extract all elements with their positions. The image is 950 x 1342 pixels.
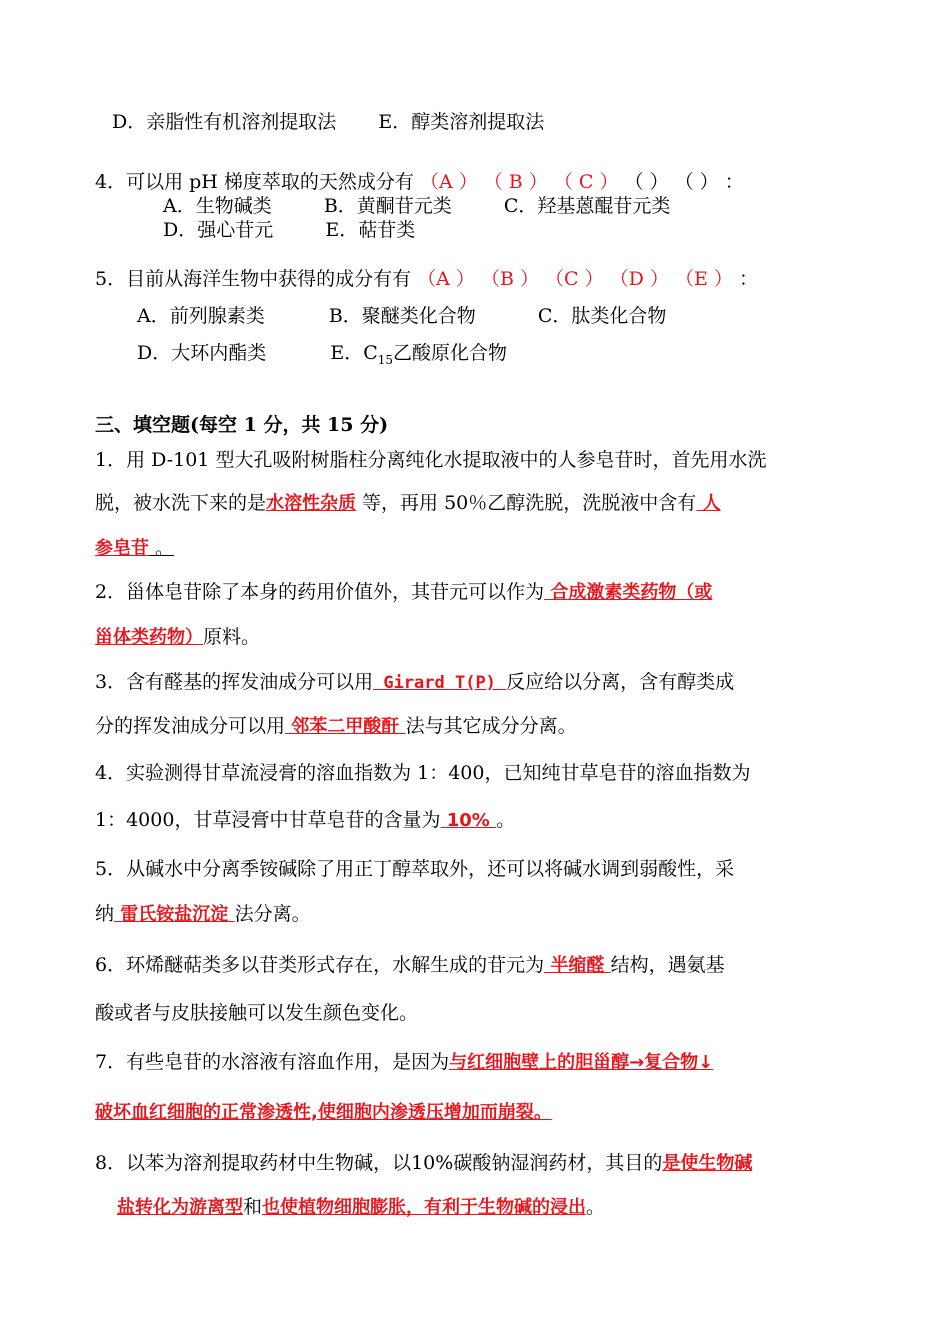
q4-option-d: D．强心苷元	[163, 219, 274, 241]
fill-1-line-3: 参皂苷 。	[95, 537, 175, 559]
fill-8-answer-c: 也使植物细胞膨胀，有利于生物碱的浸出	[262, 1197, 587, 1218]
q4-option-b: B．黄酮苷元类	[323, 195, 452, 217]
q5-option-b: B．聚醚类化合物	[328, 305, 476, 327]
fill-2-line-1: 2．甾体皂苷除了本身的药用价值外，其苷元可以作为 合成激素类药物（或	[95, 581, 713, 603]
fill-2-answer-a: 合成激素类药物（或	[544, 582, 713, 603]
q4-stem-line	[95, 170, 744, 194]
q4-options-row-1	[163, 194, 670, 218]
q5-option-c: C．肽类化合物	[537, 305, 667, 327]
fill-8-line-2: 盐转化为游离型和也使植物细胞膨胀，有利于生物碱的浸出。	[117, 1196, 606, 1218]
q3-option-e: E．醇类溶剂提取法	[378, 111, 545, 133]
fill-7-answer-b: 破坏血红细胞的正常渗透性,使细胞内渗透压增加而崩裂。	[95, 1102, 552, 1123]
fill-2-line-2: 甾体类药物）原料。	[95, 626, 261, 648]
q4-answer-1: （A ）	[419, 171, 478, 193]
fill-5-line-2: 纳 雷氏铵盐沉淀 法分离。	[95, 903, 311, 925]
fill-4-line-2: 1：4000，甘草浸膏中甘草皂苷的含量为 10% 。	[95, 809, 516, 831]
q5-answer-5: （E ）	[674, 268, 733, 290]
q4-blank-5: （ ）	[674, 171, 719, 193]
fill-6-line-1: 6．环烯醚萜类多以苷类形式存在，水解生成的苷元为 半缩醛 结构，遇氨基	[95, 954, 725, 976]
fill-3-line-1: 3．含有醛基的挥发油成分可以用 Girard T(P) 反应给以分离，含有醇类成	[95, 671, 735, 693]
section-3-heading: 三、填空题(每空 1 分，共 15 分)	[95, 414, 389, 436]
fill-8-answer-b: 盐转化为游离型	[117, 1197, 243, 1218]
fill-8-answer-a: 是使生物碱	[662, 1153, 753, 1174]
fill-1-answer-2a: 人	[696, 493, 721, 514]
fill-3-answer-2: 邻苯二甲酸酐	[285, 716, 406, 737]
q5-stem: 5．目前从海洋生物中获得的成分有有	[95, 268, 412, 290]
q3-option-line	[112, 110, 544, 134]
q4-end: ：	[724, 171, 744, 193]
q5-stem-line	[95, 267, 758, 291]
fill-3-line-2: 分的挥发油成分可以用 邻苯二甲酸酐 法与其它成分分离。	[95, 715, 577, 737]
q3-option-d: D．亲脂性有机溶剂提取法	[112, 111, 337, 133]
q4-blank-4: （ ）	[624, 171, 669, 193]
q4-options-row-2	[163, 218, 415, 242]
fill-5-answer: 雷氏铵盐沉淀	[114, 904, 235, 925]
q4-option-c: C．羟基蒽醌苷元类	[503, 195, 671, 217]
q5-answer-1: （A ）	[417, 268, 475, 290]
fill-7-answer-a: 与红细胞壁上的胆甾醇→复合物↓	[449, 1052, 714, 1073]
fill-1-line-1: 1．用 D-101 型大孔吸附树脂柱分离纯化水提取液中的人参皂苷时，首先用水洗	[95, 449, 767, 471]
q5-option-d: D．大环内酯类	[137, 342, 267, 364]
q5-option-e: E．$C_{15}$乙酸原化合物	[330, 342, 508, 367]
q4-answer-2: （ B ）	[483, 171, 548, 193]
q4-option-a: A．生物碱类	[163, 195, 272, 217]
q5-options-row-1	[137, 304, 666, 328]
fill-4-line-1: 4．实验测得甘草流浸膏的溶血指数为 1：400，已知纯甘草皂苷的溶血指数为	[95, 762, 751, 784]
fill-5-line-1: 5．从碱水中分离季铵碱除了用正丁醇萃取外，还可以将碱水调到弱酸性，采	[95, 858, 735, 880]
q5-options-row-2	[137, 341, 507, 372]
fill-4-answer: 10%	[440, 810, 497, 831]
fill-1-answer-2b: 参皂苷	[95, 538, 149, 559]
q5-option-a: A．前列腺素类	[137, 305, 265, 327]
q5-answer-2: （B ）	[480, 268, 539, 290]
q4-option-e: E．萜苷类	[325, 219, 416, 241]
fill-7-line-1: 7．有些皂苷的水溶液有溶血作用，是因为与红细胞壁上的胆甾醇→复合物↓	[95, 1051, 714, 1073]
q4-answer-3: （ C ）	[553, 171, 619, 193]
q5-answer-3: （C ）	[545, 268, 604, 290]
q5-end: ：	[738, 268, 758, 290]
q5-answer-4: （D ）	[609, 268, 669, 290]
fill-6-line-2: 酸或者与皮肤接触可以发生颜色变化。	[95, 1002, 419, 1024]
fill-1-answer-1: 水溶性杂质	[266, 493, 357, 514]
fill-8-line-1: 8．以苯为溶剂提取药材中生物碱，以10%碳酸钠湿润药材，其目的是使生物碱	[95, 1152, 753, 1174]
q4-stem: 4．可以用 pH 梯度萃取的天然成分有	[95, 171, 414, 193]
fill-2-answer-b: 甾体类药物）	[95, 627, 203, 648]
fill-3-answer-1: Girard T(P)	[373, 673, 507, 693]
fill-6-answer: 半缩醛	[544, 955, 611, 976]
fill-7-line-2	[95, 1100, 552, 1125]
fill-1-line-2: 脱，被水洗下来的是水溶性杂质 等，再用 50％乙醇洗脱，洗脱液中含有 人	[95, 492, 721, 514]
